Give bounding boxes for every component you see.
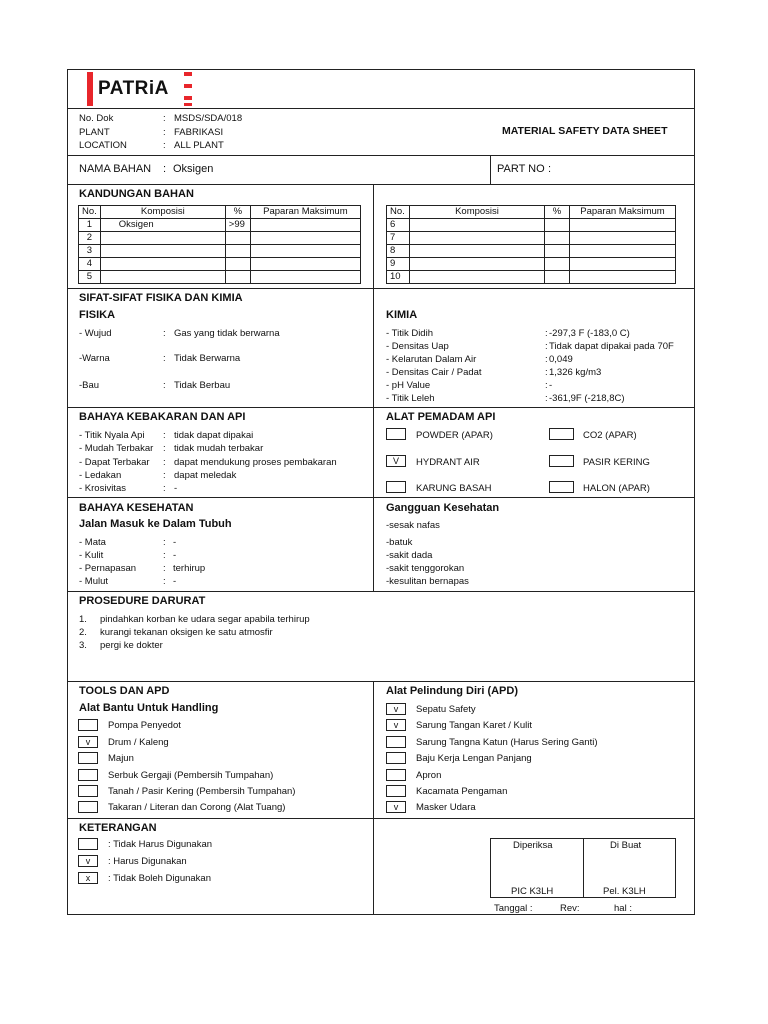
colon: : xyxy=(163,328,166,339)
alat-label-drum: Drum / Kaleng xyxy=(108,737,169,748)
doc-title: MATERIAL SAFETY DATA SHEET xyxy=(502,125,668,137)
cell-persen xyxy=(545,232,570,245)
sign-pel: Pel. K3LH xyxy=(603,886,646,897)
meta-label-plant: PLANT xyxy=(79,127,110,138)
pemadam-checkbox-co2[interactable] xyxy=(549,428,574,440)
alat-label-majun: Majun xyxy=(108,753,134,764)
cell-komposisi xyxy=(410,219,545,232)
keterangan-box-tidak-harus xyxy=(78,838,98,850)
cell-komposisi: Oksigen xyxy=(100,219,225,232)
cell-persen xyxy=(545,258,570,271)
table-row xyxy=(79,258,361,271)
tools-title: TOOLS DAN APD xyxy=(79,685,170,697)
cell-komposisi xyxy=(100,271,225,284)
apd-checkbox-kacamata[interactable] xyxy=(386,785,406,797)
kesehatan-label: - Mulut xyxy=(79,576,109,587)
fisika-label: -Warna xyxy=(79,353,110,364)
colon: : xyxy=(163,430,166,441)
apd-checkbox-apron[interactable] xyxy=(386,769,406,781)
logo-dash-1 xyxy=(184,72,192,76)
colon: : xyxy=(163,576,166,587)
apd-label-baju: Baju Kerja Lengan Panjang xyxy=(416,753,532,764)
cell-paparan xyxy=(250,219,360,232)
fisika-value: Tidak Berbau xyxy=(174,380,231,391)
cell-persen xyxy=(545,219,570,232)
meta-value-plant: FABRIKASI xyxy=(174,127,224,138)
divider xyxy=(67,184,695,185)
cell-persen: >99 xyxy=(225,219,250,232)
sign-diperiksa: Diperiksa xyxy=(513,840,553,851)
col-persen: % xyxy=(545,206,570,219)
kimia-value: 0,049 xyxy=(549,354,573,365)
keterangan-label: : Tidak Boleh Digunakan xyxy=(108,873,211,884)
table-row xyxy=(387,271,676,284)
alat-checkbox-drum[interactable]: v xyxy=(78,736,98,748)
alat-checkbox-majun[interactable] xyxy=(78,752,98,764)
kimia-value: -361,9F (-218,8C) xyxy=(549,393,625,404)
keterangan-title: KETERANGAN xyxy=(79,822,157,834)
colon: : xyxy=(163,537,166,548)
pemadam-label-powder: POWDER (APAR) xyxy=(416,430,493,441)
fisika-label: -Bau xyxy=(79,380,100,391)
pemadam-checkbox-pasir[interactable] xyxy=(549,455,574,467)
gangguan-item: -kesulitan bernapas xyxy=(386,576,469,587)
cell-persen xyxy=(545,245,570,258)
colon: : xyxy=(545,354,548,365)
pemadam-checkbox-halon[interactable] xyxy=(549,481,574,493)
keterangan-label: : Harus Digunakan xyxy=(108,856,187,867)
cell-paparan xyxy=(250,232,360,245)
kimia-value: -297,3 F (-183,0 C) xyxy=(549,328,630,339)
col-komposisi: Komposisi xyxy=(410,206,545,219)
prosedur-step-no: 2. xyxy=(79,627,87,638)
cell-no: 5 xyxy=(79,271,101,284)
apd-checkbox-sarung-karet[interactable]: v xyxy=(386,719,406,731)
kesehatan-label: - Pernapasan xyxy=(79,563,137,574)
apd-label-masker: Masker Udara xyxy=(416,802,476,813)
cell-komposisi xyxy=(100,232,225,245)
cell-no: 1 xyxy=(79,219,101,232)
cell-persen xyxy=(225,245,250,258)
colon: : xyxy=(163,443,166,454)
table-header-row xyxy=(79,206,361,219)
cell-persen xyxy=(545,271,570,284)
fisika-value: Gas yang tidak berwarna xyxy=(174,328,280,339)
divider xyxy=(373,184,374,915)
fisika-value: Tidak Berwarna xyxy=(174,353,241,364)
kesehatan-label: - Mata xyxy=(79,537,106,548)
divider xyxy=(67,108,695,109)
sign-rev: Rev: xyxy=(560,903,580,914)
divider xyxy=(583,838,584,898)
colon: : xyxy=(163,470,166,481)
table-header-row xyxy=(387,206,676,219)
table-row xyxy=(79,271,361,284)
colon: : xyxy=(163,380,166,391)
divider xyxy=(67,591,695,592)
cell-komposisi xyxy=(410,271,545,284)
kimia-label: - Titik Didih xyxy=(386,328,433,339)
kimia-title: KIMIA xyxy=(386,309,418,321)
kebakaran-label: - Titik Nyala Api xyxy=(79,430,145,441)
col-no: No. xyxy=(79,206,101,219)
table-row xyxy=(79,219,361,232)
kimia-value: 1,326 kg/m3 xyxy=(549,367,602,378)
meta-value-location: ALL PLANT xyxy=(174,140,224,151)
kesehatan-value: terhirup xyxy=(173,563,206,574)
part-no-label: PART NO xyxy=(497,163,545,175)
colon: : xyxy=(545,393,548,404)
prosedur-step-text: kurangi tekanan oksigen ke satu atmosfir xyxy=(100,627,273,638)
kimia-value: - xyxy=(549,380,553,391)
cell-no: 3 xyxy=(79,245,101,258)
pemadam-label-karung: KARUNG BASAH xyxy=(416,483,492,494)
pemadam-checkbox-karung[interactable] xyxy=(386,481,406,493)
pemadam-title: ALAT PEMADAM API xyxy=(386,411,496,423)
colon: : xyxy=(545,328,548,339)
sign-tanggal: Tanggal : xyxy=(494,903,533,914)
prosedur-step-text: pergi ke dokter xyxy=(100,640,163,651)
alat-checkbox-serbuk[interactable] xyxy=(78,769,98,781)
prosedur-step-text: pindahkan korban ke udara segar apabila terhirup xyxy=(100,614,310,625)
gangguan-item: -sesak nafas xyxy=(386,520,440,531)
kesehatan-value: - xyxy=(173,537,177,548)
apd-checkbox-sarung-katun[interactable] xyxy=(386,736,406,748)
logo-dash-3 xyxy=(184,96,192,100)
cell-komposisi xyxy=(100,258,225,271)
meta-colon: : xyxy=(163,127,166,138)
nama-bahan-colon: : xyxy=(163,163,167,175)
divider xyxy=(67,681,695,682)
kimia-label: - pH Value xyxy=(386,380,431,391)
cell-persen xyxy=(225,271,250,284)
apd-label-sepatu: Sepatu Safety xyxy=(416,704,476,715)
kimia-label: - Densitas Cair / Padat xyxy=(386,367,482,378)
kebakaran-label: - Krosivitas xyxy=(79,483,126,494)
cell-no: 2 xyxy=(79,232,101,245)
col-persen: % xyxy=(225,206,250,219)
kandungan-table-right xyxy=(386,205,676,284)
cell-komposisi xyxy=(410,232,545,245)
col-no: No. xyxy=(387,206,410,219)
kesehatan-value: - xyxy=(173,550,177,561)
gangguan-item: -sakit dada xyxy=(386,550,433,561)
kesehatan-value: - xyxy=(173,576,177,587)
prosedur-step-no: 1. xyxy=(79,614,87,625)
sign-dibuat: Di Buat xyxy=(610,840,642,851)
pemadam-label-hydrant: HYDRANT AIR xyxy=(416,457,480,468)
prosedur-step-no: 3. xyxy=(79,640,87,651)
apd-label-sarung-karet: Sarung Tangan Karet / Kulit xyxy=(416,720,533,731)
part-no-colon: : xyxy=(548,163,552,175)
apd-checkbox-baju[interactable] xyxy=(386,752,406,764)
cell-no: 10 xyxy=(387,271,410,284)
logo-dash-4 xyxy=(184,103,192,106)
kebakaran-label: - Ledakan xyxy=(79,470,122,481)
col-komposisi: Komposisi xyxy=(100,206,225,219)
meta-value-nodok: MSDS/SDA/018 xyxy=(174,113,243,124)
cell-persen xyxy=(225,232,250,245)
table-row xyxy=(387,245,676,258)
kesehatan-label: - Kulit xyxy=(79,550,104,561)
alat-label-takaran: Takaran / Literan dan Corong (Alat Tuang) xyxy=(108,802,286,813)
logo-dash-2 xyxy=(184,84,192,88)
prosedur-title: PROSEDURE DARURAT xyxy=(79,595,206,607)
kebakaran-title: BAHAYA KEBAKARAN DAN API xyxy=(79,411,246,423)
kebakaran-label: - Mudah Terbakar xyxy=(79,443,154,454)
divider xyxy=(490,155,491,184)
colon: : xyxy=(545,380,548,391)
cell-paparan xyxy=(250,271,360,284)
sign-pic: PIC K3LH xyxy=(511,886,554,897)
meta-colon: : xyxy=(163,140,166,151)
logo-bar-left xyxy=(87,72,93,106)
alat-checkbox-tanah[interactable] xyxy=(78,785,98,797)
kebakaran-value: tidak mudah terbakar xyxy=(174,443,264,454)
cell-komposisi xyxy=(410,258,545,271)
col-paparan: Paparan Maksimum xyxy=(570,206,676,219)
kandungan-title: KANDUNGAN BAHAN xyxy=(79,188,194,200)
keterangan-box-harus: v xyxy=(78,855,98,867)
cell-paparan xyxy=(570,245,676,258)
keterangan-label: : Tidak Harus Digunakan xyxy=(108,839,213,850)
pemadam-checkbox-hydrant[interactable]: V xyxy=(386,455,406,467)
kebakaran-value: tidak dapat dipakai xyxy=(174,430,254,441)
pemadam-checkbox-powder[interactable] xyxy=(386,428,406,440)
divider xyxy=(67,288,695,289)
cell-paparan xyxy=(570,219,676,232)
alat-checkbox-takaran[interactable] xyxy=(78,801,98,813)
apd-label-apron: Apron xyxy=(416,770,442,781)
colon: : xyxy=(545,367,548,378)
kesehatan-subtitle: Jalan Masuk ke Dalam Tubuh xyxy=(79,518,232,530)
colon: : xyxy=(163,550,166,561)
table-row xyxy=(387,258,676,271)
keterangan-box-tidak-boleh: x xyxy=(78,872,98,884)
nama-bahan-label: NAMA BAHAN xyxy=(79,163,152,175)
cell-no: 9 xyxy=(387,258,410,271)
cell-no: 8 xyxy=(387,245,410,258)
gangguan-item: -batuk xyxy=(386,537,413,548)
kandungan-table-left xyxy=(78,205,361,284)
colon: : xyxy=(163,457,166,468)
colon: : xyxy=(545,341,548,352)
kebakaran-value: - xyxy=(174,483,178,494)
table-row xyxy=(79,232,361,245)
cell-komposisi xyxy=(410,245,545,258)
divider xyxy=(67,497,695,498)
fisika-label: - Wujud xyxy=(79,328,112,339)
colon: : xyxy=(163,563,166,574)
cell-no: 4 xyxy=(79,258,101,271)
cell-paparan xyxy=(570,258,676,271)
cell-paparan xyxy=(250,245,360,258)
sifat-title: SIFAT-SIFAT FISIKA DAN KIMIA xyxy=(79,292,243,304)
kimia-label: - Titik Leleh xyxy=(386,393,435,404)
cell-persen xyxy=(225,258,250,271)
kebakaran-value: dapat mendukung proses pembakaran xyxy=(174,457,337,468)
colon: : xyxy=(163,483,166,494)
pemadam-label-co2: CO2 (APAR) xyxy=(583,430,637,441)
divider xyxy=(67,818,695,819)
apd-label-kacamata: Kacamata Pengaman xyxy=(416,786,508,797)
cell-no: 6 xyxy=(387,219,410,232)
fisika-title: FISIKA xyxy=(79,309,116,321)
cell-komposisi xyxy=(100,245,225,258)
brand-logo: PATRiA xyxy=(98,78,169,99)
divider xyxy=(67,407,695,408)
meta-colon: : xyxy=(163,113,166,124)
table-row xyxy=(79,245,361,258)
col-paparan: Paparan Maksimum xyxy=(250,206,360,219)
kimia-value: Tidak dapat dipakai pada 70F xyxy=(549,341,674,352)
kimia-label: - Densitas Uap xyxy=(386,341,449,352)
kebakaran-value: dapat meledak xyxy=(174,470,237,481)
kimia-label: - Kelarutan Dalam Air xyxy=(386,354,477,365)
table-row xyxy=(387,232,676,245)
meta-label-location: LOCATION xyxy=(79,140,127,151)
alat-bantu-title: Alat Bantu Untuk Handling xyxy=(79,702,219,714)
cell-paparan xyxy=(570,271,676,284)
kesehatan-title: BAHAYA KESEHATAN xyxy=(79,502,194,514)
alat-label-pompa: Pompa Penyedot xyxy=(108,720,181,731)
kebakaran-label: - Dapat Terbakar xyxy=(79,457,150,468)
apd-title: Alat Pelindung Diri (APD) xyxy=(386,685,518,697)
alat-label-tanah: Tanah / Pasir Kering (Pembersih Tumpahan) xyxy=(108,786,296,797)
gangguan-title: Gangguan Kesehatan xyxy=(386,502,500,514)
table-row xyxy=(387,219,676,232)
gangguan-item: -sakit tenggorokan xyxy=(386,563,465,574)
apd-checkbox-sepatu[interactable]: v xyxy=(386,703,406,715)
pemadam-label-pasir: PASIR KERING xyxy=(583,457,650,468)
apd-checkbox-masker[interactable]: v xyxy=(386,801,406,813)
meta-label-nodok: No. Dok xyxy=(79,113,114,124)
cell-paparan xyxy=(570,232,676,245)
nama-bahan-value: Oksigen xyxy=(173,163,214,175)
colon: : xyxy=(163,353,166,364)
divider xyxy=(67,155,695,156)
sign-hal: hal : xyxy=(614,903,632,914)
cell-paparan xyxy=(250,258,360,271)
pemadam-label-halon: HALON (APAR) xyxy=(583,483,650,494)
cell-no: 7 xyxy=(387,232,410,245)
alat-checkbox-pompa[interactable] xyxy=(78,719,98,731)
apd-label-sarung-katun: Sarung Tangna Katun (Harus Sering Ganti) xyxy=(416,737,598,748)
alat-label-serbuk: Serbuk Gergaji (Pembersih Tumpahan) xyxy=(108,770,274,781)
